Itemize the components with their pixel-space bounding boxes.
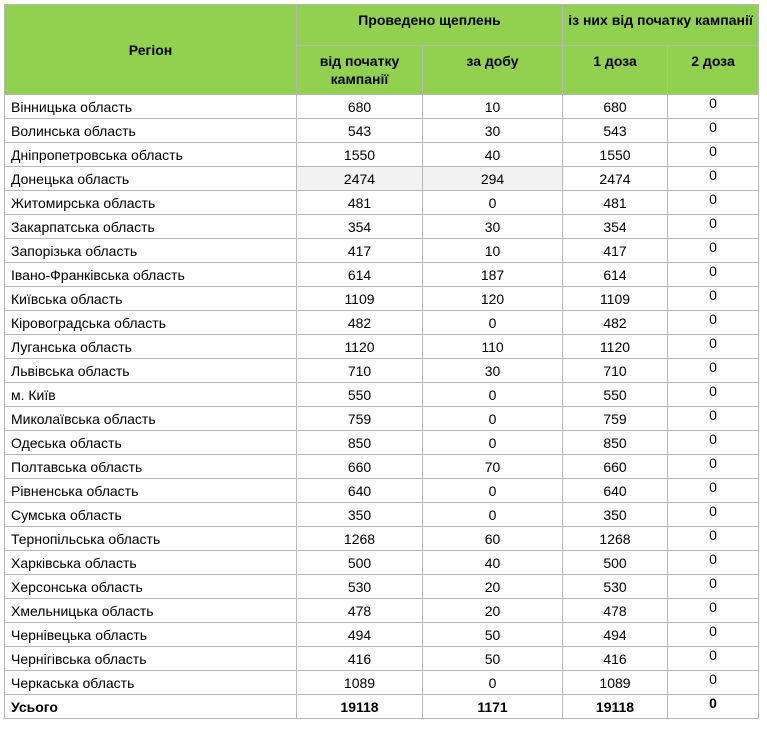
table-row (5, 287, 759, 311)
dose1-cell: 417 (563, 239, 668, 263)
dose2-cell: 0 (668, 383, 759, 407)
since-start-cell: 530 (297, 575, 423, 599)
dose1-cell: 478 (563, 599, 668, 623)
since-start-cell: 614 (297, 263, 423, 287)
dose2-cell: 0 (668, 287, 759, 311)
header-dose2: 2 доза (668, 46, 759, 95)
dose2-cell: 0 (668, 575, 759, 599)
dose1-cell: 530 (563, 575, 668, 599)
table-row (5, 431, 759, 455)
region-cell: Рівненська область (5, 479, 297, 503)
since-start-cell: 710 (297, 359, 423, 383)
since-start-cell: 350 (297, 503, 423, 527)
dose1-cell: 614 (563, 263, 668, 287)
region-cell: Житомирська область (5, 191, 297, 215)
dose2-cell: 0 (668, 623, 759, 647)
region-cell: Вінницька область (5, 95, 297, 119)
dose2-cell: 0 (668, 191, 759, 215)
since-start-cell: 660 (297, 455, 423, 479)
dose2-cell: 0 (668, 527, 759, 551)
header-vaccinations: Проведено щеплень (297, 5, 563, 46)
dose1-cell: 1268 (563, 527, 668, 551)
per-day-cell: 50 (423, 647, 563, 671)
since-start-cell: 416 (297, 647, 423, 671)
region-cell: Львівська область (5, 359, 297, 383)
per-day-cell: 0 (423, 503, 563, 527)
dose2-cell: 0 (668, 599, 759, 623)
table-header (5, 5, 759, 95)
region-cell: Хмельницька область (5, 599, 297, 623)
since-start-cell: 500 (297, 551, 423, 575)
per-day-cell: 0 (423, 383, 563, 407)
header-region: Регіон (5, 5, 297, 95)
table-row (5, 407, 759, 431)
region-cell: Усього (5, 695, 297, 719)
dose2-cell: 0 (668, 695, 759, 719)
per-day-cell: 0 (423, 407, 563, 431)
per-day-cell: 1171 (423, 695, 563, 719)
since-start-cell: 850 (297, 431, 423, 455)
table-row (5, 311, 759, 335)
table-row (5, 623, 759, 647)
table-row (5, 167, 759, 191)
since-start-cell: 1109 (297, 287, 423, 311)
dose2-cell: 0 (668, 263, 759, 287)
dose1-cell: 500 (563, 551, 668, 575)
per-day-cell: 10 (423, 239, 563, 263)
dose1-cell: 1089 (563, 671, 668, 695)
table-row (5, 503, 759, 527)
region-cell: Чернівецька область (5, 623, 297, 647)
region-cell: Сумська область (5, 503, 297, 527)
dose2-cell: 0 (668, 647, 759, 671)
since-start-cell: 550 (297, 383, 423, 407)
dose2-cell: 0 (668, 143, 759, 167)
header-of-them: із них від початку кампанії (563, 5, 759, 46)
since-start-cell: 19118 (297, 695, 423, 719)
per-day-cell: 0 (423, 311, 563, 335)
since-start-cell: 494 (297, 623, 423, 647)
table-row (5, 335, 759, 359)
table-row (5, 647, 759, 671)
region-cell: Київська область (5, 287, 297, 311)
dose1-cell: 543 (563, 119, 668, 143)
dose2-cell: 0 (668, 431, 759, 455)
dose1-cell: 850 (563, 431, 668, 455)
per-day-cell: 50 (423, 623, 563, 647)
per-day-cell: 0 (423, 191, 563, 215)
vaccination-table (4, 4, 759, 719)
table-row (5, 143, 759, 167)
table-body (5, 95, 759, 719)
dose2-cell: 0 (668, 359, 759, 383)
region-cell: Тернопільська область (5, 527, 297, 551)
per-day-cell: 110 (423, 335, 563, 359)
per-day-cell: 0 (423, 431, 563, 455)
dose1-cell: 1550 (563, 143, 668, 167)
region-cell: Чернігівська область (5, 647, 297, 671)
region-cell: Закарпатська область (5, 215, 297, 239)
since-start-cell: 354 (297, 215, 423, 239)
per-day-cell: 60 (423, 527, 563, 551)
dose1-cell: 481 (563, 191, 668, 215)
dose1-cell: 482 (563, 311, 668, 335)
region-cell: Луганська область (5, 335, 297, 359)
table-row (5, 671, 759, 695)
dose2-cell: 0 (668, 239, 759, 263)
since-start-cell: 417 (297, 239, 423, 263)
since-start-cell: 2474 (297, 167, 423, 191)
header-dose1: 1 доза (563, 46, 668, 95)
dose2-cell: 0 (668, 95, 759, 119)
since-start-cell: 759 (297, 407, 423, 431)
per-day-cell: 120 (423, 287, 563, 311)
region-cell: Івано-Франківська область (5, 263, 297, 287)
dose2-cell: 0 (668, 311, 759, 335)
table-row (5, 551, 759, 575)
per-day-cell: 40 (423, 143, 563, 167)
table-row (5, 215, 759, 239)
table-row (5, 359, 759, 383)
table-row (5, 599, 759, 623)
dose1-cell: 759 (563, 407, 668, 431)
dose2-cell: 0 (668, 407, 759, 431)
dose1-cell: 550 (563, 383, 668, 407)
per-day-cell: 20 (423, 599, 563, 623)
since-start-cell: 680 (297, 95, 423, 119)
region-cell: Волинська область (5, 119, 297, 143)
per-day-cell: 0 (423, 671, 563, 695)
per-day-cell: 70 (423, 455, 563, 479)
dose1-cell: 660 (563, 455, 668, 479)
dose2-cell: 0 (668, 479, 759, 503)
region-cell: Одеська область (5, 431, 297, 455)
table-row (5, 239, 759, 263)
per-day-cell: 187 (423, 263, 563, 287)
per-day-cell: 30 (423, 359, 563, 383)
dose1-cell: 494 (563, 623, 668, 647)
since-start-cell: 482 (297, 311, 423, 335)
since-start-cell: 478 (297, 599, 423, 623)
since-start-cell: 1550 (297, 143, 423, 167)
header-since-start: від початку кампанії (297, 46, 423, 95)
per-day-cell: 30 (423, 215, 563, 239)
per-day-cell: 294 (423, 167, 563, 191)
dose2-cell: 0 (668, 215, 759, 239)
since-start-cell: 1089 (297, 671, 423, 695)
dose1-cell: 354 (563, 215, 668, 239)
region-cell: Миколаївська область (5, 407, 297, 431)
region-cell: Дніпропетровська область (5, 143, 297, 167)
dose1-cell: 640 (563, 479, 668, 503)
dose1-cell: 416 (563, 647, 668, 671)
dose1-cell: 1120 (563, 335, 668, 359)
dose1-cell: 1109 (563, 287, 668, 311)
dose2-cell: 0 (668, 671, 759, 695)
dose2-cell: 0 (668, 503, 759, 527)
per-day-cell: 40 (423, 551, 563, 575)
table-row (5, 455, 759, 479)
table-row (5, 119, 759, 143)
dose2-cell: 0 (668, 119, 759, 143)
total-row (5, 695, 759, 719)
region-cell: Полтавська область (5, 455, 297, 479)
region-cell: Кіровоградська область (5, 311, 297, 335)
dose1-cell: 350 (563, 503, 668, 527)
since-start-cell: 481 (297, 191, 423, 215)
per-day-cell: 0 (423, 479, 563, 503)
table-row (5, 527, 759, 551)
since-start-cell: 1268 (297, 527, 423, 551)
dose1-cell: 2474 (563, 167, 668, 191)
per-day-cell: 20 (423, 575, 563, 599)
dose1-cell: 19118 (563, 695, 668, 719)
since-start-cell: 1120 (297, 335, 423, 359)
since-start-cell: 640 (297, 479, 423, 503)
region-cell: Харківська область (5, 551, 297, 575)
dose1-cell: 680 (563, 95, 668, 119)
table-row (5, 191, 759, 215)
dose2-cell: 0 (668, 167, 759, 191)
since-start-cell: 543 (297, 119, 423, 143)
per-day-cell: 30 (423, 119, 563, 143)
per-day-cell: 10 (423, 95, 563, 119)
region-cell: м. Київ (5, 383, 297, 407)
region-cell: Запорізька область (5, 239, 297, 263)
table-row (5, 479, 759, 503)
header-per-day: за добу (423, 46, 563, 95)
region-cell: Донецька область (5, 167, 297, 191)
table-row (5, 263, 759, 287)
dose1-cell: 710 (563, 359, 668, 383)
region-cell: Херсонська область (5, 575, 297, 599)
region-cell: Черкаська область (5, 671, 297, 695)
table-row (5, 95, 759, 119)
dose2-cell: 0 (668, 551, 759, 575)
table-row (5, 383, 759, 407)
dose2-cell: 0 (668, 335, 759, 359)
table-row (5, 575, 759, 599)
dose2-cell: 0 (668, 455, 759, 479)
